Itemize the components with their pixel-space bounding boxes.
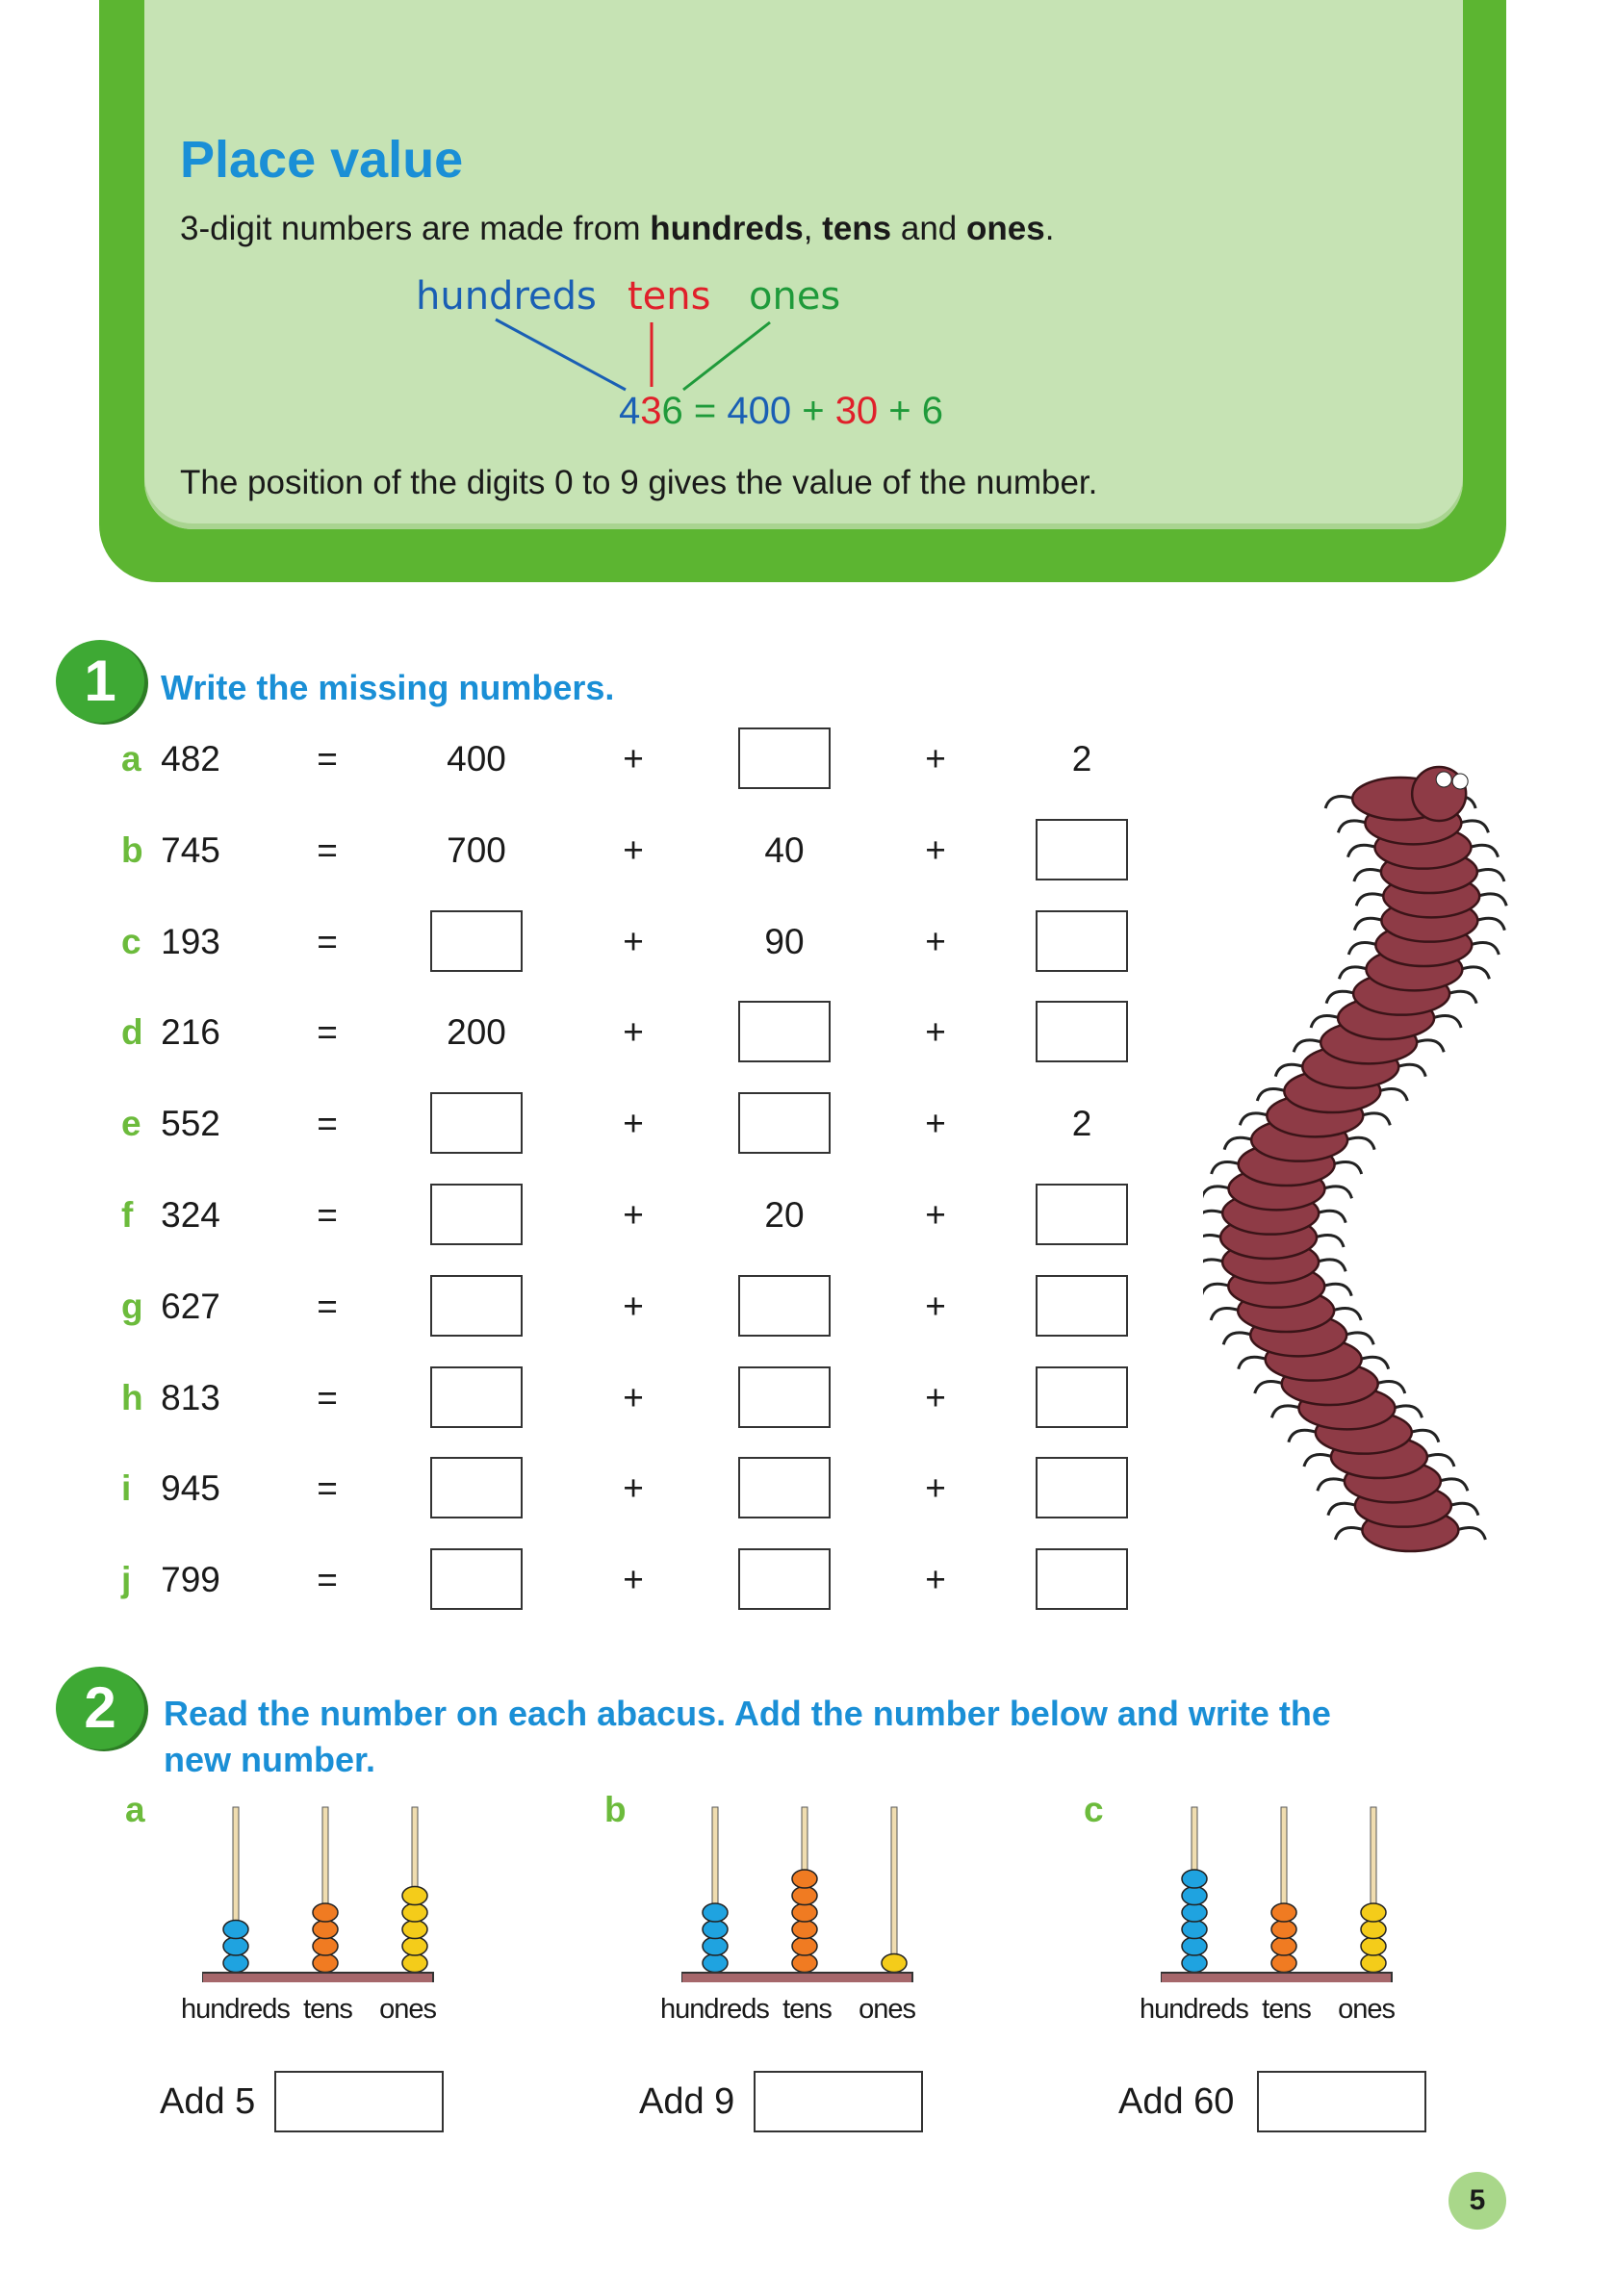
- row-number: 324: [161, 1195, 220, 1235]
- tens-answer-box[interactable]: [738, 1001, 831, 1062]
- abacus-item: [604, 1790, 1009, 2136]
- abacus-bead: [402, 1954, 427, 1973]
- abacus-bead: [1361, 1937, 1386, 1955]
- tens-value: 40: [764, 829, 805, 870]
- label-ones: ones: [859, 1994, 916, 2025]
- ones-answer-box[interactable]: [1036, 1457, 1128, 1518]
- row-number: 627: [161, 1286, 220, 1326]
- row-number: 813: [161, 1377, 220, 1417]
- abacus-letter: b: [604, 1790, 627, 1829]
- row-letter: d: [121, 1012, 143, 1053]
- row-letter: e: [121, 1104, 141, 1144]
- abacus-bead: [792, 1954, 817, 1973]
- abacus-bead: [703, 1903, 728, 1922]
- plus-sign: +: [623, 1104, 644, 1144]
- abacus-drawing: [202, 1790, 491, 1982]
- abacus-bead: [792, 1870, 817, 1888]
- abacus-bead: [1182, 1954, 1207, 1973]
- row-letter: i: [121, 1468, 132, 1509]
- new-number-answer-box[interactable]: [754, 2071, 923, 2132]
- label-tens: tens: [1262, 1994, 1311, 2025]
- equals-sign: =: [317, 1468, 338, 1509]
- plus-sign: +: [623, 1377, 644, 1417]
- hundreds-answer-box[interactable]: [430, 1184, 523, 1245]
- equals-sign: =: [317, 829, 338, 870]
- abacus-bead: [1271, 1937, 1296, 1955]
- centipede-eye: [1436, 772, 1451, 787]
- abacus-bead: [402, 1903, 427, 1922]
- question-number-1: 1: [56, 640, 144, 723]
- question-2-instruction-line2: new number.: [164, 1740, 376, 1779]
- abacus-bead: [313, 1921, 338, 1939]
- row-letter: f: [121, 1195, 134, 1235]
- abacus-bead: [703, 1937, 728, 1955]
- abacus-bead: [313, 1937, 338, 1955]
- ones-answer-box[interactable]: [1036, 819, 1128, 880]
- plus-sign: +: [623, 1468, 644, 1509]
- add-label: Add 5: [160, 2081, 256, 2122]
- abacus-bead: [223, 1921, 248, 1939]
- ones-answer-box[interactable]: [1036, 1184, 1128, 1245]
- tens-value: 20: [764, 1195, 805, 1235]
- question-1-instruction: Write the missing numbers.: [161, 668, 615, 707]
- centipede-illustration: [1203, 760, 1511, 1569]
- abacus-base: [202, 1973, 433, 1982]
- plus-sign: +: [925, 1195, 946, 1235]
- label-ones: ones: [749, 274, 841, 319]
- add-label: Add 9: [639, 2081, 735, 2122]
- hundreds-value: 700: [447, 829, 506, 870]
- hundreds-answer-box[interactable]: [430, 1366, 523, 1428]
- abacus-rod: [891, 1807, 897, 1971]
- hundreds-answer-box[interactable]: [430, 1275, 523, 1337]
- abacus-labels: [660, 1994, 915, 2026]
- label-hundreds: hundreds: [416, 274, 597, 319]
- ones-answer-box[interactable]: [1036, 910, 1128, 972]
- plus-sign: +: [925, 829, 946, 870]
- label-hundreds: hundreds: [660, 1994, 769, 2025]
- abacus-bead: [792, 1921, 817, 1939]
- row-number: 552: [161, 1104, 220, 1144]
- abacus-letter: a: [125, 1790, 145, 1829]
- abacus-bead: [1182, 1903, 1207, 1922]
- row-number: 193: [161, 921, 220, 961]
- tens-answer-box[interactable]: [738, 1366, 831, 1428]
- abacus-bead: [402, 1921, 427, 1939]
- row-letter: j: [121, 1560, 132, 1600]
- abacus-bead: [882, 1954, 907, 1973]
- label-tens: tens: [782, 1994, 832, 2025]
- label-tens: tens: [303, 1994, 352, 2025]
- ones-value: 2: [1071, 739, 1092, 778]
- plus-sign: +: [623, 921, 644, 961]
- tens-answer-box[interactable]: [738, 1092, 831, 1154]
- hundreds-value: 400: [447, 739, 506, 778]
- plus-sign: +: [623, 739, 644, 778]
- ones-answer-box[interactable]: [1036, 1275, 1128, 1337]
- equals-sign: =: [317, 1560, 338, 1600]
- abacus-item: [125, 1790, 529, 2136]
- equals-sign: =: [317, 921, 338, 961]
- hundreds-answer-box[interactable]: [430, 910, 523, 972]
- row-letter: a: [121, 739, 141, 778]
- plus-sign: +: [623, 829, 644, 870]
- abacus-bead: [223, 1937, 248, 1955]
- label-hundreds: hundreds: [181, 1994, 290, 2025]
- label-tens: tens: [628, 274, 711, 319]
- equals-sign: =: [317, 1286, 338, 1326]
- row-number: 945: [161, 1468, 220, 1509]
- abacus-base: [681, 1973, 912, 1982]
- info-footer: The position of the digits 0 to 9 gives the value of the number.: [180, 464, 1098, 501]
- row-number: 745: [161, 829, 220, 870]
- row-letter: b: [121, 829, 143, 870]
- new-number-answer-box[interactable]: [274, 2071, 444, 2132]
- question-number-2: 2: [56, 1667, 144, 1749]
- plus-sign: +: [925, 921, 946, 961]
- hundreds-value: 200: [447, 1012, 506, 1053]
- abacus-bead: [1182, 1921, 1207, 1939]
- label-ones: ones: [1338, 1994, 1396, 2025]
- abacus-bead: [313, 1954, 338, 1973]
- abacus-labels: [181, 1994, 436, 2026]
- abacus-bead: [792, 1887, 817, 1905]
- tens-answer-box[interactable]: [738, 727, 831, 789]
- place-value-equation: 436 = 400 + 30 + 6: [619, 390, 944, 432]
- equals-sign: =: [317, 1012, 338, 1053]
- abacus-bead: [223, 1954, 248, 1973]
- plus-sign: +: [925, 1468, 946, 1509]
- abacus-bead: [1271, 1954, 1296, 1973]
- plus-sign: +: [623, 1286, 644, 1326]
- abacus-item: [1084, 1790, 1488, 2136]
- hundreds-answer-box[interactable]: [430, 1457, 523, 1518]
- abacus-bead: [1271, 1921, 1296, 1939]
- ones-answer-box[interactable]: [1036, 1366, 1128, 1428]
- row-letter: g: [121, 1286, 143, 1326]
- plus-sign: +: [623, 1012, 644, 1053]
- abacus-bead: [703, 1921, 728, 1939]
- abacus-bead: [402, 1937, 427, 1955]
- abacus-bead: [402, 1887, 427, 1905]
- plus-sign: +: [925, 1286, 946, 1326]
- centipede-eye: [1452, 774, 1468, 789]
- abacus-bead: [1182, 1870, 1207, 1888]
- abacus-letter: c: [1084, 1790, 1104, 1829]
- ones-answer-box[interactable]: [1036, 1001, 1128, 1062]
- page-title: Place value: [180, 131, 464, 189]
- plus-sign: +: [623, 1195, 644, 1235]
- row-letter: h: [121, 1377, 143, 1417]
- plus-sign: +: [623, 1560, 644, 1600]
- equals-sign: =: [317, 739, 338, 778]
- ones-value: 2: [1071, 1104, 1092, 1144]
- abacus-drawing: [681, 1790, 970, 1982]
- tens-value: 90: [764, 921, 805, 961]
- abacus-bead: [1361, 1921, 1386, 1939]
- add-label: Add 60: [1118, 2081, 1235, 2122]
- label-ones: ones: [379, 1994, 437, 2025]
- abacus-bead: [1182, 1887, 1207, 1905]
- page-number: 5: [1448, 2172, 1506, 2230]
- ones-answer-box[interactable]: [1036, 1548, 1128, 1610]
- abacus-bead: [1271, 1903, 1296, 1922]
- intro-text: 3-digit numbers are made from hundreds, tens and ones.: [180, 210, 1055, 247]
- tens-answer-box[interactable]: [738, 1457, 831, 1518]
- equals-sign: =: [317, 1104, 338, 1144]
- hundreds-answer-box[interactable]: [430, 1092, 523, 1154]
- tens-answer-box[interactable]: [738, 1548, 831, 1610]
- plus-sign: +: [925, 1377, 946, 1417]
- equals-sign: =: [317, 1377, 338, 1417]
- abacus-bead: [1361, 1903, 1386, 1922]
- plus-sign: +: [925, 739, 946, 778]
- plus-sign: +: [925, 1560, 946, 1600]
- abacus-bead: [1361, 1954, 1386, 1973]
- abacus-bead: [792, 1937, 817, 1955]
- hundreds-answer-box[interactable]: [430, 1548, 523, 1610]
- abacus-bead: [313, 1903, 338, 1922]
- abacus-drawing: [1161, 1790, 1449, 1982]
- row-letter: c: [121, 921, 141, 961]
- row-number: 799: [161, 1560, 220, 1600]
- abacus-bead: [1182, 1937, 1207, 1955]
- equals-sign: =: [317, 1195, 338, 1235]
- question-2-instruction-line1: Read the number on each abacus. Add the number below and write the: [164, 1694, 1331, 1733]
- row-number: 216: [161, 1012, 220, 1053]
- abacus-base: [1161, 1973, 1392, 1982]
- tens-answer-box[interactable]: [738, 1275, 831, 1337]
- row-number: 482: [161, 739, 220, 778]
- digit-pointer-lines: [0, 0, 1615, 433]
- plus-sign: +: [925, 1012, 946, 1053]
- plus-sign: +: [925, 1104, 946, 1144]
- abacus-bead: [792, 1903, 817, 1922]
- label-hundreds: hundreds: [1140, 1994, 1248, 2025]
- abacus-bead: [703, 1954, 728, 1973]
- new-number-answer-box[interactable]: [1257, 2071, 1426, 2132]
- abacus-labels: [1140, 1994, 1395, 2026]
